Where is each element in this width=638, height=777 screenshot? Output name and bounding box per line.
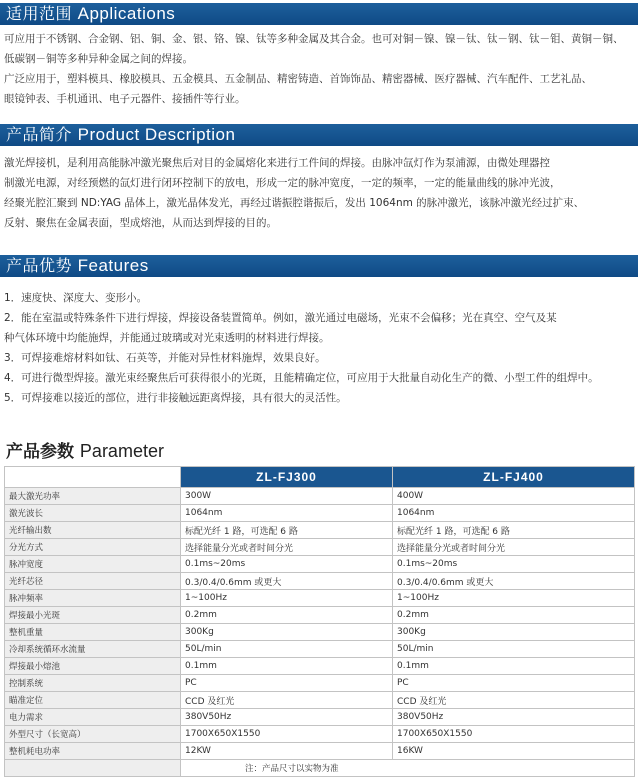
table-header-blank xyxy=(5,467,181,488)
feature-item: 1．速度快、深度大、变形小。 xyxy=(4,292,148,304)
features-title-cn: 产品优势 xyxy=(6,256,73,275)
applications-line: 广泛应用于，塑料模具、橡胶模具、五金模具、五金制品、精密铸造、首饰饰品、精密器械、医疗器械、汽车配件、工艺礼品、 xyxy=(4,73,592,85)
param-value-fj400: 0.2mm xyxy=(393,607,635,624)
param-label: 瞄准定位 xyxy=(5,692,181,709)
param-label: 光纤芯径 xyxy=(5,573,181,590)
table-row xyxy=(5,709,635,726)
applications-line: 可应用于不锈钢、合金钢、铝、铜、金、银、铬、镍、钛等多种金属及其合金。也可对铜－镍、镍－钛、钛－钢、钛－钼、黄铜－铜、 xyxy=(4,33,624,45)
applications-line: 眼镜钟表、手机通讯、电子元器件、接插件等行业。 xyxy=(4,93,246,105)
model-header-fj400: ZL-FJ400 xyxy=(393,467,635,488)
table-header-row xyxy=(5,467,635,488)
description-title-cn: 产品简介 xyxy=(6,125,73,144)
description-text xyxy=(4,153,634,233)
param-value-fj400: 选择能量分光或者时间分光 xyxy=(393,539,635,556)
param-value-fj300: PC xyxy=(181,675,393,692)
param-value-fj300: 1700X650X1550 xyxy=(181,726,393,743)
param-value-fj300: 0.2mm xyxy=(181,607,393,624)
description-header xyxy=(0,124,638,146)
feature-item: 3．可焊接难熔材料如钛、石英等，并能对异性材料施焊，效果良好。 xyxy=(4,352,326,364)
param-value-fj400: 1700X650X1550 xyxy=(393,726,635,743)
param-value-fj400: 0.1mm xyxy=(393,658,635,675)
param-label: 外型尺寸（长宽高） xyxy=(5,726,181,743)
note-label-cell xyxy=(5,760,181,777)
param-label: 最大激光功率 xyxy=(5,488,181,505)
param-value-fj300: 50L/min xyxy=(181,641,393,658)
param-value-fj400: 标配光纤 1 路，可选配 6 路 xyxy=(393,522,635,539)
param-value-fj400: 0.1ms~20ms xyxy=(393,556,635,573)
param-label: 焊接最小熔池 xyxy=(5,658,181,675)
description-line: 经聚光腔汇聚到 ND:YAG 晶体上，激光晶体发光，再经过谐振腔谐振后，发出 1064nm 的脉冲激光，该脉冲激光经过扩束、 xyxy=(4,197,585,209)
table-row xyxy=(5,573,635,590)
param-value-fj400: 1064nm xyxy=(393,505,635,522)
description-title-en: Product Description xyxy=(77,125,236,144)
description-line: 反射、聚焦在金属表面，型成熔池，从而达到焊接的目的。 xyxy=(4,217,277,229)
parameters-table xyxy=(4,466,635,777)
param-value-fj300: 1064nm xyxy=(181,505,393,522)
feature-item: 2．能在室温或特殊条件下进行焊接，焊接设备装置简单。例如，激光通过电磁场，光束不会偏移；光在真空、空气及某 xyxy=(4,312,557,324)
param-label: 光纤输出数 xyxy=(5,522,181,539)
description-line: 激光焊接机，是利用高能脉冲激光聚焦后对目的金属熔化来进行工件间的焊接。由脉冲氙灯作为泵浦源，由微处理器控 xyxy=(4,157,550,169)
model-header-fj300: ZL-FJ300 xyxy=(181,467,393,488)
param-value-fj300: CCD 及红光 xyxy=(181,692,393,709)
applications-title-cn: 适用范围 xyxy=(6,4,73,23)
table-row xyxy=(5,658,635,675)
table-row xyxy=(5,726,635,743)
feature-item: 4．可进行微型焊接。激光束经聚焦后可获得很小的光斑，且能精确定位，可应用于大批量自动化生产的微、小型工件的组焊中。 xyxy=(4,372,599,384)
param-label: 分光方式 xyxy=(5,539,181,556)
features-header xyxy=(0,255,638,277)
param-value-fj400: 380V50Hz xyxy=(393,709,635,726)
parameters-title-en: Parameter xyxy=(79,441,164,461)
table-row xyxy=(5,539,635,556)
table-row xyxy=(5,675,635,692)
param-label: 脉冲宽度 xyxy=(5,556,181,573)
applications-line: 低碳钢－铜等多种异种金属之间的焊接。 xyxy=(4,53,193,65)
table-row xyxy=(5,522,635,539)
description-line: 制激光电源，对经预燃的氙灯进行闭环控制下的放电，形成一定的脉冲宽度，一定的频率，一定的能量曲线的脉冲光波， xyxy=(4,177,561,189)
param-value-fj300: 0.1ms~20ms xyxy=(181,556,393,573)
param-value-fj300: 选择能量分光或者时间分光 xyxy=(181,539,393,556)
feature-item: 5．可焊接难以接近的部位，进行非接触远距离焊接，具有很大的灵活性。 xyxy=(4,392,347,404)
param-value-fj400: 16KW xyxy=(393,743,635,760)
applications-header xyxy=(0,3,638,25)
param-label: 激光波长 xyxy=(5,505,181,522)
param-value-fj400: 300Kg xyxy=(393,624,635,641)
parameters-table-body xyxy=(5,488,635,777)
param-value-fj400: 50L/min xyxy=(393,641,635,658)
table-row xyxy=(5,488,635,505)
param-value-fj300: 300W xyxy=(181,488,393,505)
features-text xyxy=(4,288,634,408)
param-label: 冷却系统循环水流量 xyxy=(5,641,181,658)
param-value-fj400: 1~100Hz xyxy=(393,590,635,607)
param-label: 焊接最小光斑 xyxy=(5,607,181,624)
table-note-row xyxy=(5,760,635,777)
param-label: 整机重量 xyxy=(5,624,181,641)
applications-title-en: Applications xyxy=(77,4,176,23)
table-row xyxy=(5,590,635,607)
param-value-fj300: 标配光纤 1 路，可选配 6 路 xyxy=(181,522,393,539)
param-value-fj300: 1~100Hz xyxy=(181,590,393,607)
param-value-fj400: PC xyxy=(393,675,635,692)
table-row xyxy=(5,692,635,709)
param-label: 整机耗电功率 xyxy=(5,743,181,760)
table-note: 注：产品尺寸以实物为准 xyxy=(181,760,635,777)
param-value-fj300: 0.1mm xyxy=(181,658,393,675)
param-value-fj300: 380V50Hz xyxy=(181,709,393,726)
table-row xyxy=(5,641,635,658)
param-value-fj400: 0.3/0.4/0.6mm 或更大 xyxy=(393,573,635,590)
applications-text xyxy=(4,29,634,109)
table-row xyxy=(5,505,635,522)
param-value-fj400: 400W xyxy=(393,488,635,505)
table-row xyxy=(5,624,635,641)
param-label: 控制系统 xyxy=(5,675,181,692)
param-value-fj300: 12KW xyxy=(181,743,393,760)
features-title-en: Features xyxy=(77,256,149,275)
param-label: 电力需求 xyxy=(5,709,181,726)
table-row xyxy=(5,556,635,573)
param-value-fj300: 0.3/0.4/0.6mm 或更大 xyxy=(181,573,393,590)
parameters-title-cn: 产品参数 xyxy=(6,442,74,462)
param-value-fj300: 300Kg xyxy=(181,624,393,641)
param-label: 脉冲频率 xyxy=(5,590,181,607)
param-value-fj400: CCD 及红光 xyxy=(393,692,635,709)
parameters-heading xyxy=(6,437,164,462)
table-row xyxy=(5,607,635,624)
feature-item: 种气体环境中均能施焊，并能通过玻璃或对光束透明的材料进行焊接。 xyxy=(4,332,330,344)
